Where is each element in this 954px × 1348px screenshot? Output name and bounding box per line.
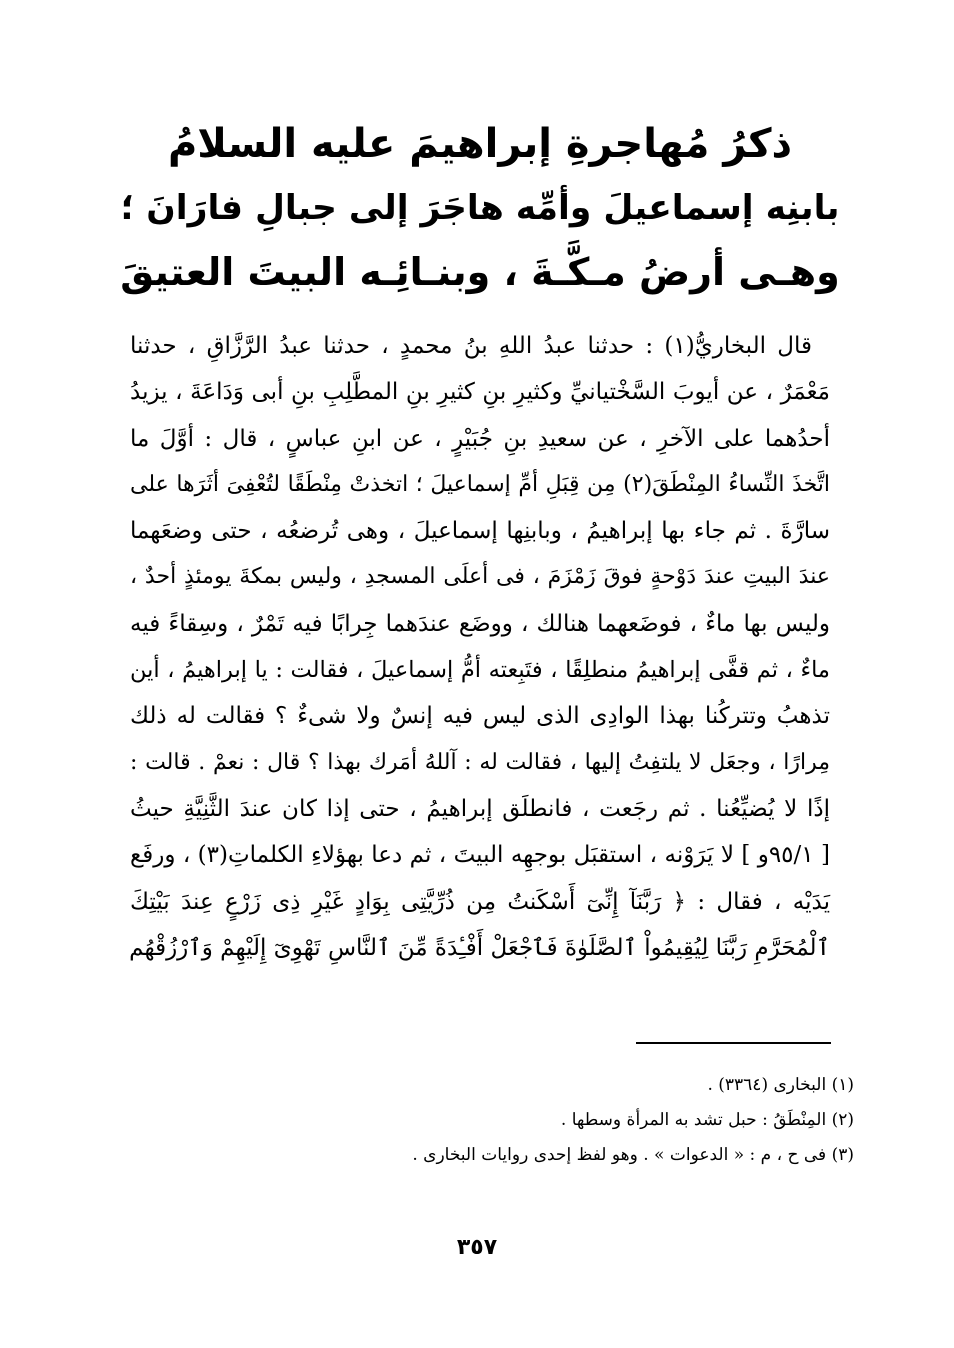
body-line: [ ٩٥/١و ] لا يَرَوْنه ، استقبَل بوجهِه البيتَ ، ثم دعا بهؤلاءِ الكلماتِ(٣) ، ورفَع xyxy=(130,842,830,869)
chapter-title-line-2: بابنِه إسماعيلَ وأمِّه هاجَرَ إلى جبالِ فارَانَ ؛ xyxy=(120,188,840,228)
body-line: أحدُهما على الآخرِ ، عن سعيدِ بنِ جُبَيْرٍ ، عن ابنِ عباسٍ ، قال : أوَّلَ ما xyxy=(130,425,830,452)
body-line: سارَّةَ . ثم جاء بها إبراهيمُ ، وبابنِها إسماعيلَ ، وهى تُرضعُه ، حتى وضعَهما xyxy=(130,518,830,545)
body-line: ماءٌ ، ثم قفَّى إبراهيمُ منطلِقًا ، فتَبِعته أمُّ إسماعيلَ ، فقالت : يا إبراهيمُ ، أين xyxy=(130,657,830,684)
body-line: قال البخاريُّ(١) : حدثنا عبدُ اللهِ بنُ محمدٍ ، حدثنا عبدُ الرَّزَّاقِ ، حدثنا xyxy=(130,333,812,359)
body-line: عندَ البيتِ عندَ دَوْحةٍ فوقَ زَمْزَمَ ، فى أعلَى المسجدِ ، وليس بمكةَ يومئذٍ أحدٌ ، xyxy=(130,564,830,590)
body-line: مِرارًا ، وجعَل لا يلتفِتُ إليها ، فقالت له : آللهُ أمَرك بهذا ؟ قال : نعمْ . قالت : xyxy=(130,749,830,775)
chapter-title xyxy=(120,112,840,304)
body-line: مَعْمَرٌ ، عن أيوبَ السَّخْتيانيِّ وكثيرِ بنِ كثيرِ بنِ المطَّلِبِ بنِ أبى وَدَاعَةَ ، يزيدُ xyxy=(130,379,830,406)
footnote-divider xyxy=(636,1042,831,1044)
body-line: وليس بها ماءٌ ، فوضَعهما هنالك ، ووضَع عندَهما جِرابًا فيه تَمْرٌ ، وسِقاءً فيه xyxy=(130,610,830,637)
chapter-title-line-1: ذكرُ مُهاجرةِ إبراهيمَ عليه السلامُ xyxy=(167,121,792,167)
body-line: اتَّخذَ النِّساءُ المِنْطَقَ(٢) مِن قِبَلِ أمِّ إسماعيلَ ؛ اتخذتْ مِنْطَقًا لتُعْفِىَ أثَرَها على xyxy=(130,471,831,497)
footnote-3: (٣) فى ح ، م : « الدعوات » . وهو لفظ إحدى روايات البخارى . xyxy=(412,1145,854,1165)
body-line: تذهبُ وتتركُنا بهذا الوادِى الذى ليس فيه إنسٌ ولا شىءٌ ؟ فقالت له ذلك xyxy=(130,703,830,730)
body-line: ٱلْمُحَرَّمِ رَبَّنَا لِيُقِيمُواْ ٱلصَّلَوٰةَ فَٱجْعَلْ أَفْـِٔدَةً مِّنَ ٱلنَّاسِ تَهْوِىٓ إِلَيْهِمْ وَٱرْزُقْهُم xyxy=(129,934,830,961)
body-line: إذًا لا يُضيِّعُنا . ثم رجَعت ، فانطلَق إبراهيمُ ، حتى إذا كان عندَ الثَّنِيَّةِ حيثُ xyxy=(130,795,830,822)
footnotes xyxy=(114,1068,854,1173)
body-line: يَدَيْه ، فقال : ﴿ رَبَّنَآ إِنِّىٓ أَسْكَنتُ مِن ذُرِّيَّتِى بِوَادٍ غَيْرِ ذِى زَرْعٍ عِندَ بَيْتِكَ xyxy=(130,888,830,915)
footnote-2: (٢) المِنْطَقُ : حبل تشد به المرأة وسطها . xyxy=(560,1110,854,1130)
body-paragraph xyxy=(130,323,830,971)
chapter-title-line-3: وهـى أرضُ مـكَّـةَ ، وبنـائِـه البيتَ العتيقَ xyxy=(120,250,840,294)
page-number: ٣٥٧ xyxy=(456,1235,498,1260)
footnote-1: (١) البخارى (٣٣٦٤) . xyxy=(707,1075,854,1095)
